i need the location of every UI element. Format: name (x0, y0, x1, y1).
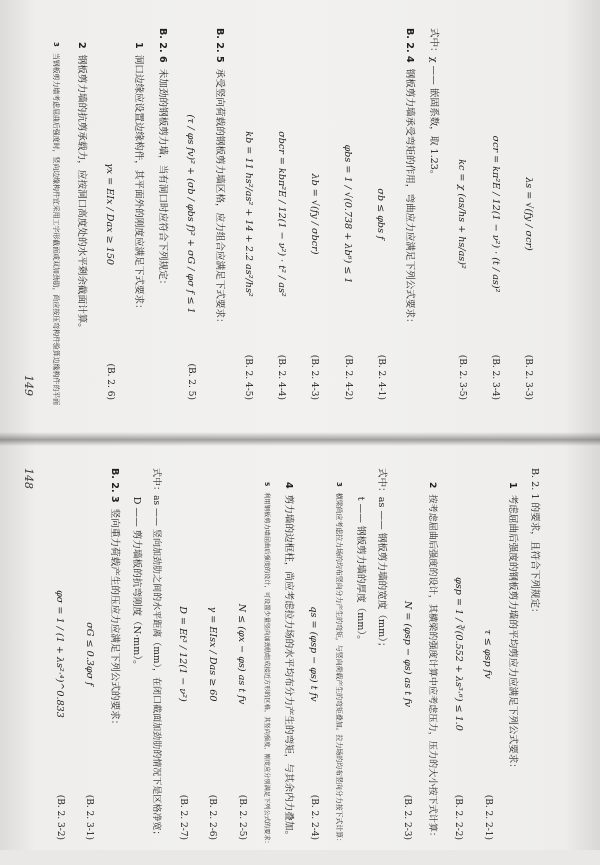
equation: σb ≤ φbs f (375, 188, 387, 240)
body-text: 当钢板剪力墙考虑屈曲后强度时，竖向边缘构件宜采用工字形截面或双加劲肋，尚应按压弯构件验算边缘构件的平面 (52, 52, 61, 406)
section-line (149, 28, 173, 400)
text-line (328, 468, 349, 846)
equation-line (167, 468, 197, 840)
equation-number: (B. 2. 2-5) (236, 794, 247, 840)
equation-number: (B. 2. 5) (185, 363, 196, 400)
body-text: 按考虑屈曲后强度的设计，其横梁的强度计算中应考虑压力，压力的大小按下式计算： (426, 494, 437, 842)
equation-line (298, 468, 328, 840)
section-line (207, 28, 231, 400)
body-text: 洞口边缘应设置边缘构件，其平面外的刚度应满足下式要求： (132, 54, 144, 314)
equation-line (363, 28, 396, 400)
body-text: 式中：χ —— 嵌固系数，取 1.23。 (427, 28, 439, 180)
equation-number: (B. 2. 3-1) (84, 794, 95, 840)
equation-line (197, 468, 227, 840)
equation-line (444, 28, 477, 400)
body-text: 横梁尚应考虑拉力场的均布竖向分力产生的弯矩，与竖向荷载产生的弯矩叠加。拉力场的均布竖向分力按下式计算： (334, 492, 343, 846)
equation: σbcr = kbπ²E / 12(1 − ν²) · t² / as² (275, 131, 287, 297)
equation: D = Et³ / 12(1 − ν²) (177, 606, 189, 702)
text-line (68, 28, 92, 400)
body-text: 考虑屈曲后强度的钢板剪力墙的平均剪应力应满足下列公式要求： (507, 494, 519, 773)
body-text: 竖向重力荷载产生的压应力应满足下列公式的要求： (109, 508, 121, 730)
equation-line (231, 28, 264, 400)
section-line (103, 468, 124, 840)
equation: kc = χ (as/hs + hs/as)² (456, 159, 468, 269)
body-text: 利用钢板剪力墙屈曲后强度的设计，可设置少量竖向加劲肋组成接近方形的区格，其竖向强度、刚度应分别满足下列公式的要求： (263, 492, 271, 847)
text-line (125, 468, 146, 840)
text-line (125, 28, 149, 400)
equation-line (92, 28, 125, 400)
equation-line (472, 468, 502, 840)
equation-line (74, 468, 104, 840)
equation-line (297, 28, 330, 400)
page-number-148: 148 (22, 468, 35, 489)
equation: γx = EIx / Dax ≥ 150 (104, 162, 116, 266)
equation: φsp = 1 / ∛(0.552 + λs³·⁶) ≤ 1.0 (452, 577, 464, 731)
section-heading: B. 2. 3 (109, 468, 121, 503)
equation: qs = (φsp − φs) t fv (308, 606, 320, 702)
text-line (420, 28, 444, 400)
item-number: 2 (426, 482, 437, 489)
equation: (τ / φs fv)² + (σb / φbs f)² + σG / φσ f ≤ 1 (185, 114, 197, 314)
item-number: 4 (283, 482, 294, 489)
item-number: 1 (507, 482, 519, 489)
equation: φbs = 1 / √(0.738 + λb⁶) ≤ 1 (342, 144, 354, 284)
equation: σcr = kπ²E / 12(1 − ν²) · (t / as)² (489, 135, 501, 293)
equation-number: (B. 2. 2-1) (482, 794, 493, 840)
text-line (370, 468, 391, 840)
page-148 (0, 440, 600, 865)
text-line (277, 468, 298, 840)
text-line (523, 468, 544, 840)
equation: kb = 11 hs²/as² + 14 + 2.2 as²/hs² (242, 131, 254, 297)
text-line (44, 28, 68, 406)
equation: σG ≤ 0.3φσ f (83, 622, 95, 686)
equation-number: (B. 2. 4-2) (342, 354, 353, 400)
equation-number: (B. 2. 6) (104, 363, 115, 400)
equation-line (44, 468, 74, 840)
equation-number: (B. 2. 2-4) (308, 794, 319, 840)
equation-number: (B. 2. 2-7) (177, 794, 188, 840)
equation-number: (B. 2. 2-2) (453, 794, 464, 840)
body-text: D —— 剪力墙板的抗弯刚度（N·mm）。 (130, 468, 142, 670)
item-number: 1 (132, 42, 144, 49)
equation-line (478, 28, 511, 400)
section-heading: B. 2. 5 (213, 28, 225, 63)
text-line (146, 468, 167, 840)
equation-number: (B. 2. 2-6) (207, 794, 218, 840)
equation-number: (B. 2. 4-5) (243, 354, 254, 400)
equation: N ≤ (φx − φs) as t fv (236, 603, 248, 705)
page-149-text (44, 28, 544, 406)
page-number-149: 149 (22, 375, 35, 396)
item-number: 3 (334, 482, 343, 487)
equation-line (442, 468, 472, 840)
equation: N = (φsp − φs) as t fv (401, 600, 413, 708)
equation-line (392, 468, 422, 840)
body-text: 式中：as —— 钢板剪力墙的宽度（mm）； (376, 468, 388, 652)
body-text: 承受竖向荷载的钢板剪力墙区格，应力组合应满足下式要求： (213, 68, 225, 328)
item-number: 5 (263, 482, 271, 487)
equation-line (511, 28, 544, 400)
body-text: 钢板剪力墙承受弯矩的作用，弯曲应力应满足下列公式要求： (403, 68, 415, 328)
text-line (421, 468, 442, 840)
equation-line (330, 28, 363, 400)
section-line (396, 28, 420, 400)
body-text: B. 2. 1 的要求，且符合下列规定： (528, 468, 540, 618)
text-line (349, 468, 370, 840)
page-149 (0, 0, 600, 425)
body-text: 剪力墙的边框柱，尚应考虑拉力场的水平均布分力产生的弯矩，与其余内力叠加。 (283, 494, 294, 841)
body-text: t —— 钢板剪力墙的厚度（mm）。 (355, 468, 367, 645)
body-text: 未加劲的钢板剪力墙，当有洞口时应符合下列规定： (156, 68, 168, 290)
equation-number: (B. 2. 3-5) (457, 354, 467, 400)
equation-number: (B. 2. 4-3) (309, 354, 320, 400)
equation-number: (B. 2. 4-4) (276, 354, 287, 400)
item-number: 2 (75, 42, 87, 49)
equation: γ = EIsx / Das ≥ 60 (206, 606, 218, 702)
equation: λs = √(fy / σcr) (522, 177, 534, 251)
body-text: 式中：as —— 竖向加劲肋之间的水平距离（mm），在闭口截面加劲肋的情况下是区格净宽； (151, 468, 162, 840)
equation-line (173, 28, 206, 400)
equation: τ ≤ φsp fv (482, 629, 494, 679)
body-text: 钢板剪力墙的抗剪承载力，应按洞口高度处的水平剩余截面计算。 (75, 54, 87, 333)
section-heading: B. 2. 6 (156, 28, 168, 63)
equation: φσ = 1 / (1 + λs²·⁴)^0.833 (54, 590, 66, 718)
equation-number: (B. 2. 4-1) (375, 354, 386, 400)
equation: λb = √(fy / σbcr) (308, 173, 320, 255)
equation-line (226, 468, 256, 840)
text-line (501, 468, 522, 840)
equation-number: (B. 2. 3-3) (523, 354, 534, 400)
equation-number: (B. 2. 3-2) (54, 794, 65, 840)
section-heading: B. 2. 4 (403, 28, 415, 63)
item-number: 3 (52, 42, 61, 47)
equation-number: (B. 2. 3-4) (490, 354, 501, 400)
text-line (256, 468, 277, 847)
equation-line (264, 28, 297, 400)
page-148-text (44, 468, 544, 847)
equation-number: (B. 2. 2-3) (402, 794, 413, 840)
